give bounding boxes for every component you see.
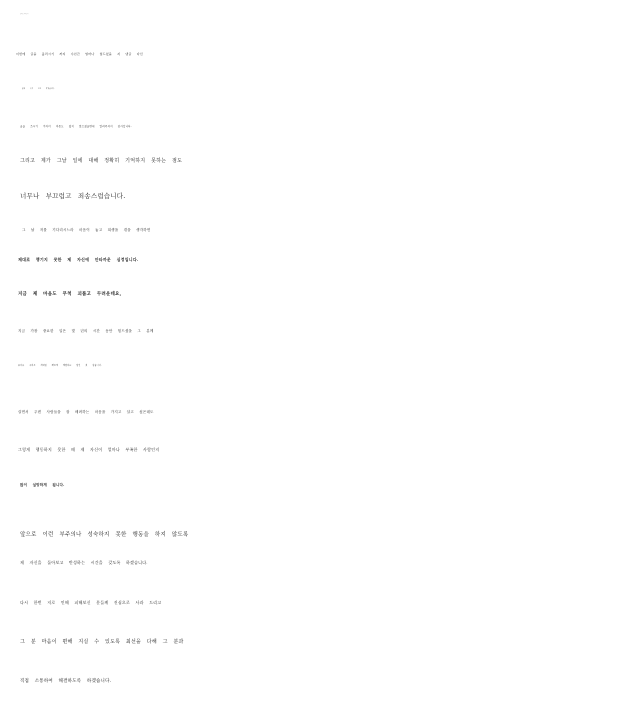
letter-line (20, 14, 640, 15)
letter-line: 많이 실망하게 됩니다. (20, 483, 65, 487)
letter-line: 그 분 마음이 편해 지실 수 있도록 최선을 다해 그 분과 (20, 639, 184, 645)
letter-line: 직접 소통하여 해결하도록 하겠습니다. (20, 679, 112, 684)
letter-line: 그 날 저를 기다리시느라 마음이 놓고 희생을 겪을 생각하면 (22, 228, 151, 232)
letter-line: 이번에 글을 올리시기 까지 수년간 얼마나 힘드셨을 지 댓글 다신 (16, 52, 143, 56)
letter-line: 살면서 주변 사람들을 잘 배려하는 마음을 가지고 살고 싶은데도 (18, 410, 154, 414)
letter-line: 지금 가장 중요한 일은 몇 년의 시간 동안 힘드셨을 그 분께 (18, 329, 154, 333)
letter-line: 너무나 부끄럽고 죄송스럽습니다. (20, 192, 126, 200)
letter-line: 다시 한번 저로 인해 피해보신 분들께 진심으로 사과 드리고 (20, 600, 162, 605)
letter-line: 제 자신을 돌아보고 반성하는 시간을 갖도록 하겠습니다. (20, 560, 148, 565)
letter-line: 그리고 제가 그날 일에 대해 정확히 기억하지 못하는 점도 (20, 158, 183, 164)
letter-line: 분의 글을 보고 알았습니다. (22, 89, 55, 90)
letter-line: 용서를 구하고 최대한 빠르게 해결하는 일인 것 같습니다. (18, 365, 102, 367)
letter-line: 제대로 챙기지 못한 제 자신에 안타까운 심정입니다. (18, 257, 139, 262)
letter-line: 글을 쓰시기 까지의 마음도 쉽지 않으셨을텐데 알려주셔서 감사합니다. (20, 125, 132, 128)
letter-line: 앞으로 이런 부주의나 성숙하지 못한 행동을 하지 않도록 (20, 532, 189, 538)
letter-line: 지금 제 마음도 무척 괴롭고 두려운데요, (18, 292, 122, 297)
letter-line: 그렇게 행동하지 못한 때 제 자신이 얼마나 부족한 사람인지 (18, 447, 160, 452)
